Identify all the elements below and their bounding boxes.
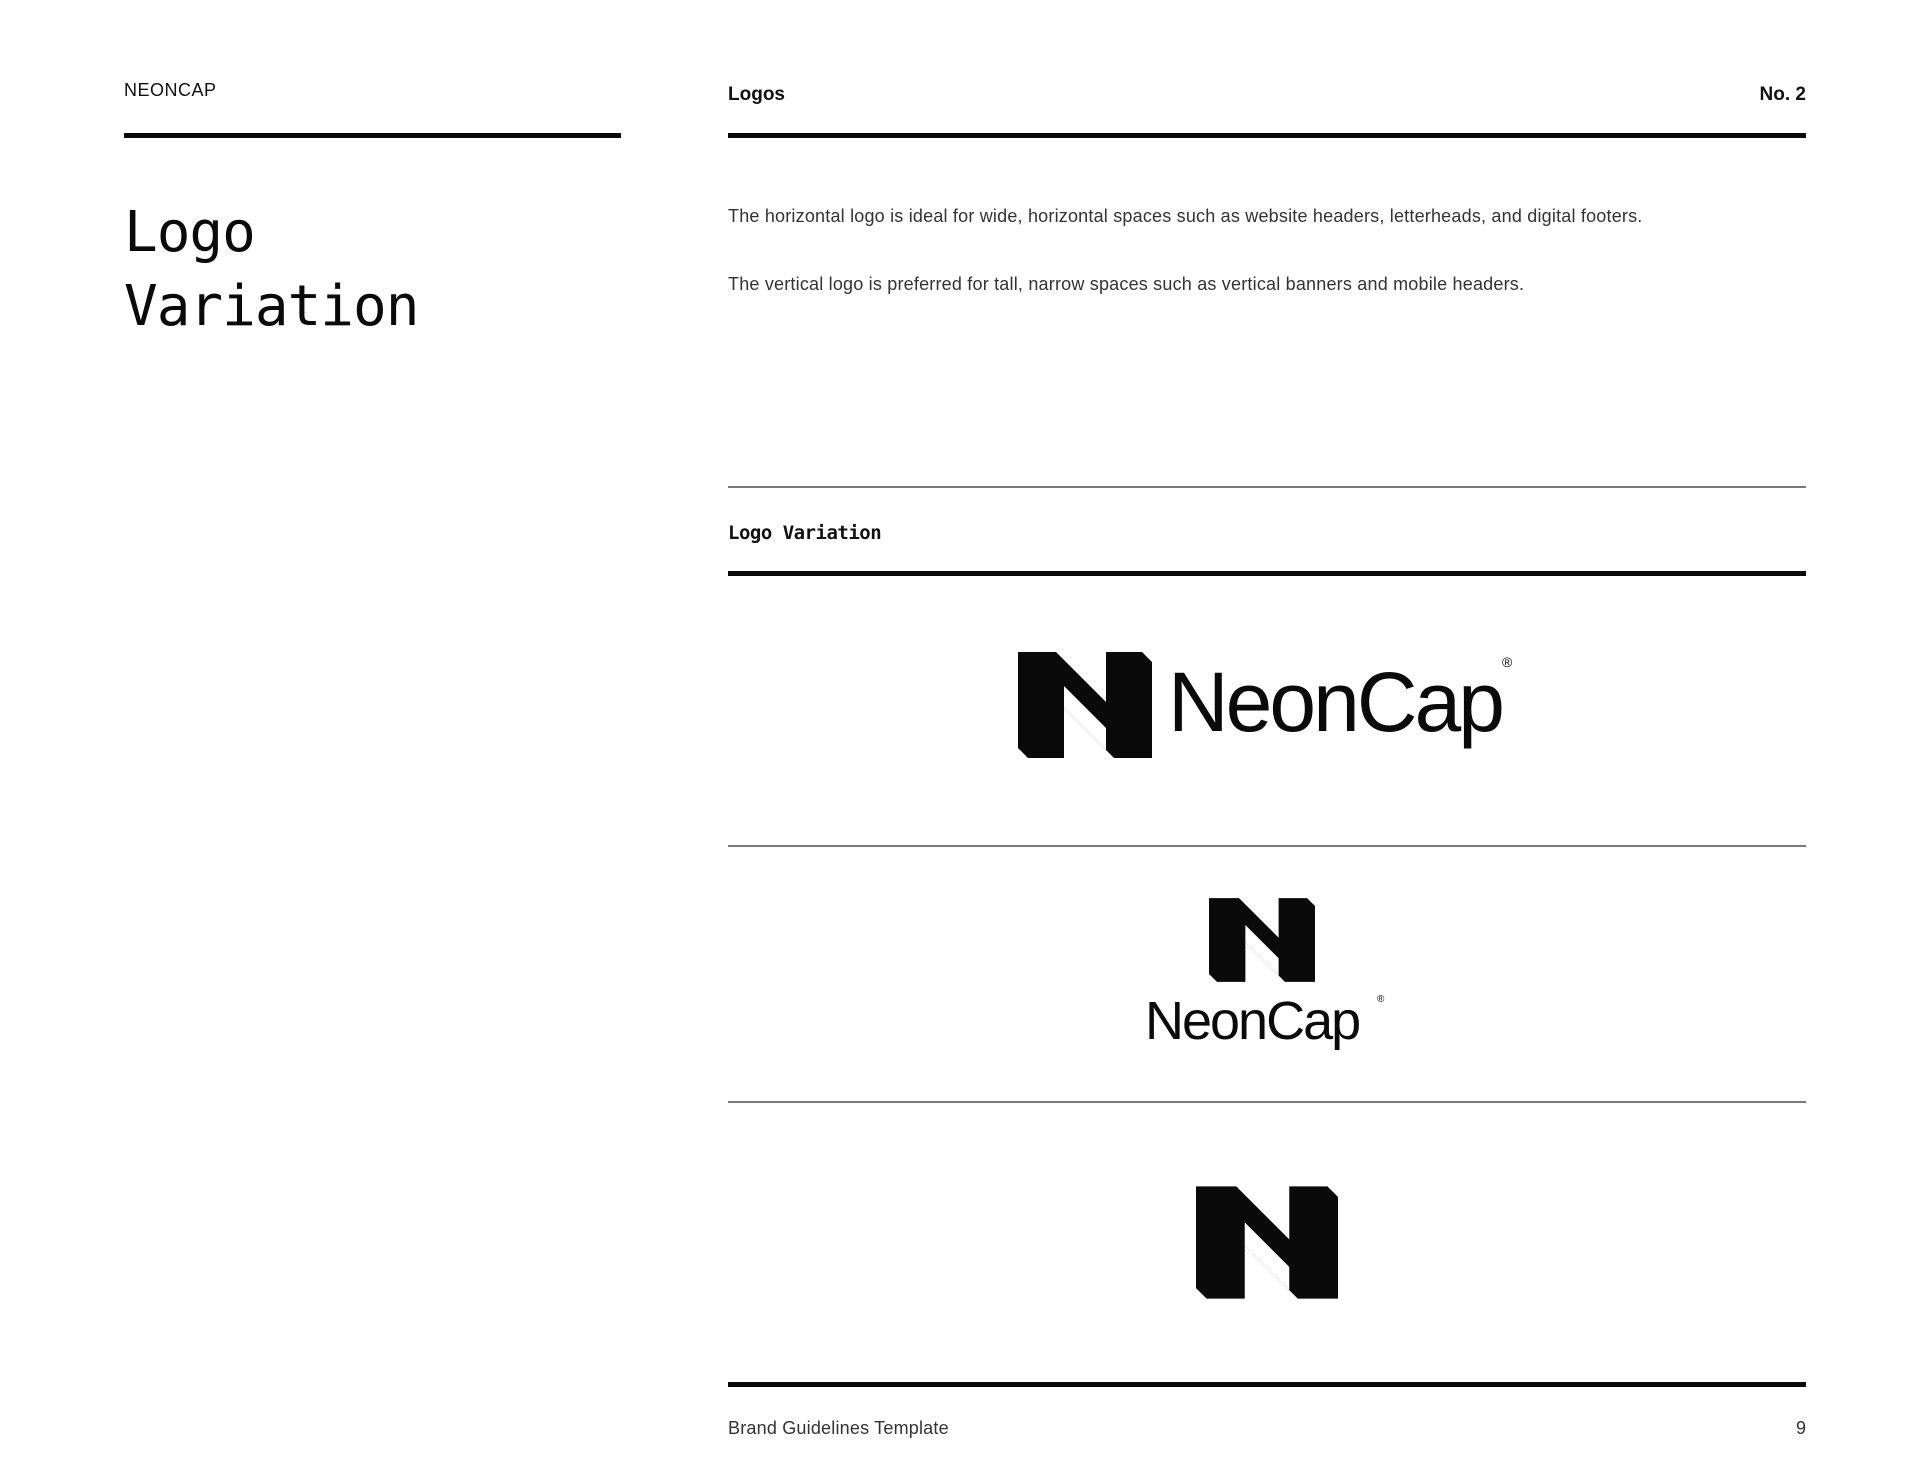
right-header-divider	[728, 133, 1806, 138]
section-divider	[728, 486, 1806, 488]
subsection-label: Logo Variation	[728, 522, 882, 544]
logo-wordmark: NeonCap	[1145, 991, 1360, 1051]
description-horizontal: The horizontal logo is ideal for wide, horizontal spaces such as website headers, letterheads, and digital footers.	[728, 206, 1643, 226]
brand-name: NEONCAP	[124, 80, 217, 100]
subsection-divider	[728, 571, 1806, 576]
registered-mark: ®	[1377, 994, 1385, 1005]
section-number: No. 2	[1759, 84, 1806, 105]
logo-divider-1	[728, 845, 1806, 847]
description-vertical: The vertical logo is preferred for tall, narrow spaces such as vertical banners and mobile headers.	[728, 274, 1525, 294]
section-label: Logos	[728, 84, 785, 105]
footer-divider	[728, 1382, 1806, 1387]
registered-mark: ®	[1502, 654, 1513, 670]
left-header-divider	[124, 133, 621, 138]
page-title-line-1: Logo	[124, 200, 255, 265]
neoncap-n-mark-icon	[1209, 898, 1315, 982]
horizontal-logo	[1018, 652, 1513, 758]
neoncap-n-mark-icon	[1018, 652, 1152, 758]
neoncap-n-mark-icon	[1196, 1185, 1338, 1300]
logo-divider-2	[728, 1101, 1806, 1103]
page-title-line-2: Variation	[124, 274, 419, 339]
vertical-logo	[1145, 898, 1385, 1058]
logo-wordmark: NeonCap	[1168, 655, 1502, 749]
footer-document-title: Brand Guidelines Template	[728, 1418, 949, 1438]
mark-only-logo	[1196, 1185, 1338, 1300]
page-title	[124, 196, 418, 344]
footer-page-number: 9	[1795, 1418, 1806, 1438]
